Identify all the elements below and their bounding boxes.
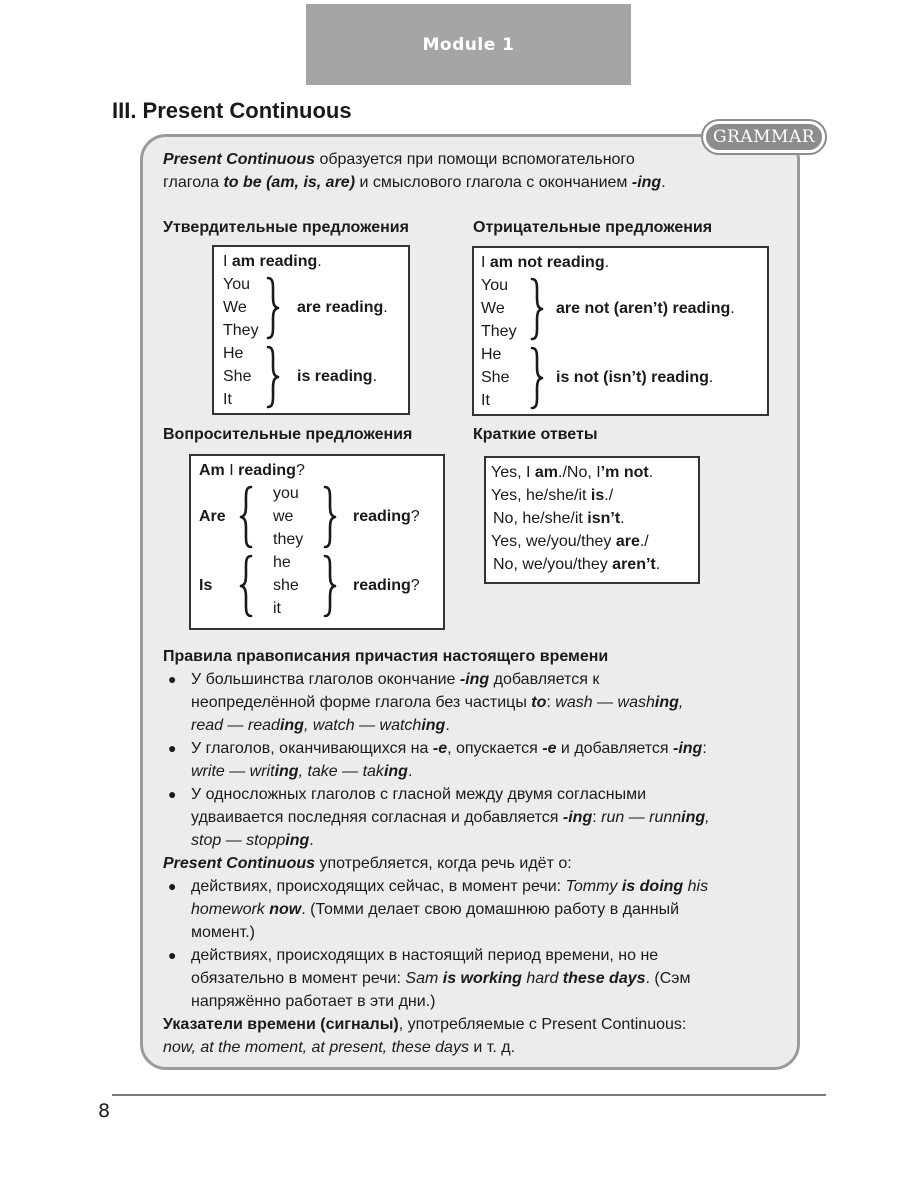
right-brace-icon xyxy=(266,345,280,409)
example: stop — stopp xyxy=(191,832,286,849)
dot: . xyxy=(730,300,735,317)
pronoun: she xyxy=(273,577,299,594)
spelling-rule-1-line-3 xyxy=(191,714,450,737)
short-answer-line xyxy=(491,461,653,484)
verb-form: are reading xyxy=(297,299,384,316)
text: употребляется, когда речь идёт о: xyxy=(315,855,572,872)
text: действиях, происходящих сейчас, в момент речи: xyxy=(191,878,566,895)
usage-1-line-3: момент.) xyxy=(191,924,255,941)
answer-text: ./No, I xyxy=(558,464,601,481)
term: Указатели времени (сигналы) xyxy=(163,1016,399,1033)
pronoun: They xyxy=(223,322,259,339)
usage-1-line-2 xyxy=(191,898,679,921)
verb-form: reading xyxy=(353,508,411,525)
ending: ing xyxy=(654,694,679,711)
question-mark: ? xyxy=(410,577,420,594)
dot: . xyxy=(317,253,322,270)
right-brace-icon xyxy=(530,277,544,341)
example: Sam xyxy=(405,970,443,987)
answer-verb: are xyxy=(615,533,640,550)
short-answer-line xyxy=(491,530,649,553)
negative-heading: Отрицательные предложения xyxy=(473,219,713,236)
answer-text: . xyxy=(655,556,661,573)
short-answers-table xyxy=(484,456,700,584)
example: now, at the moment, at present, these days xyxy=(163,1039,469,1056)
verb-form: is doing xyxy=(621,878,684,895)
auxiliary: Are xyxy=(199,508,226,525)
answer-verb: is xyxy=(590,487,605,504)
particle: to xyxy=(531,694,547,711)
text: . xyxy=(407,763,413,780)
pronoun: he xyxy=(273,554,291,571)
pronoun: we xyxy=(273,508,294,525)
pronoun: We xyxy=(481,300,505,317)
answer-verb: ’m not xyxy=(600,464,649,481)
right-brace-icon xyxy=(266,276,280,340)
markers-line-2 xyxy=(163,1036,515,1059)
pronoun: He xyxy=(223,345,244,362)
answer-text: ./ xyxy=(604,487,614,504)
intro-text: глагола xyxy=(163,174,224,191)
bullet-icon: ● xyxy=(168,671,177,687)
intro-text: образуется при помощи вспомогательного xyxy=(315,151,635,168)
answer-text: Yes, we/you/they xyxy=(491,533,616,550)
dot: . xyxy=(383,299,388,316)
pronoun: You xyxy=(223,276,250,293)
intro-aux: to be (am, is, are) xyxy=(223,174,356,191)
question-mark: ? xyxy=(295,462,305,479)
dot: . xyxy=(604,254,610,271)
pronoun: it xyxy=(273,600,281,617)
dot: . xyxy=(372,368,378,385)
negative-plural-verb xyxy=(556,297,735,320)
affirmative-heading: Утвердительные предложения xyxy=(163,219,409,236)
ending: ing xyxy=(383,763,408,780)
short-answer-line xyxy=(493,507,625,530)
right-brace-icon xyxy=(323,485,337,549)
pronoun: He xyxy=(481,346,502,363)
text: У глаголов, оканчивающихся на xyxy=(191,740,433,757)
markers-line-1 xyxy=(163,1013,686,1036)
pronoun: It xyxy=(223,391,232,408)
usage-2-line-3: напряжённо работает в эти дни.) xyxy=(191,993,436,1010)
pronoun: I xyxy=(229,462,234,479)
time-marker: these days xyxy=(562,970,646,987)
ending: -e xyxy=(542,740,557,757)
term: Present Continuous xyxy=(163,855,316,872)
bullet-icon: ● xyxy=(168,786,177,802)
pronoun: They xyxy=(481,323,517,340)
pronoun: We xyxy=(223,299,247,316)
verb-form: is reading xyxy=(297,368,373,385)
grammar-tag-label: GRAMMAR xyxy=(712,127,816,147)
text: , опускается xyxy=(447,740,543,757)
verb-form: is working xyxy=(442,970,522,987)
answer-text: . xyxy=(620,510,625,527)
pronoun: you xyxy=(273,485,299,502)
auxiliary: Is xyxy=(199,577,213,594)
text: . (Сэм xyxy=(645,970,691,987)
example: wash — wash xyxy=(555,694,655,711)
time-marker: now xyxy=(269,901,302,918)
answer-text: Yes, he/she/it xyxy=(491,487,591,504)
ending: ing xyxy=(285,832,310,849)
intro-line-2 xyxy=(163,171,666,194)
module-label: Module 1 xyxy=(422,34,515,55)
answer-verb: am xyxy=(534,464,559,481)
intro-text: и смыслового глагола с окончанием xyxy=(355,174,632,191)
text: : xyxy=(546,694,556,711)
negative-table xyxy=(472,246,769,416)
usage-1-line-1 xyxy=(191,875,708,898)
left-brace-icon xyxy=(239,485,253,549)
interrogative-plural-verb xyxy=(353,505,420,528)
module-header xyxy=(306,4,631,85)
ending: -e xyxy=(432,740,448,757)
answer-text: . xyxy=(648,464,654,481)
short-answer-line xyxy=(493,553,660,576)
left-brace-icon xyxy=(239,554,253,618)
pronoun: You xyxy=(481,277,508,294)
spelling-rule-2-line-2 xyxy=(191,760,412,783)
auxiliary: Am xyxy=(199,462,225,479)
interrogative-singular-verb xyxy=(353,574,420,597)
negative-singular-verb xyxy=(556,366,713,389)
text: : xyxy=(702,740,707,757)
verb-form: am reading xyxy=(231,253,318,270)
short-answers-heading: Краткие ответы xyxy=(473,426,598,443)
dot: . xyxy=(708,369,714,386)
pronoun: I xyxy=(481,254,486,271)
intro-ending: -ing xyxy=(631,174,662,191)
ending: -ing xyxy=(459,671,490,688)
text: , xyxy=(705,809,710,826)
ending: ing xyxy=(681,809,706,826)
ending: -ing xyxy=(673,740,703,757)
ending: ing xyxy=(274,763,299,780)
ending: ing xyxy=(421,717,446,734)
example: homework xyxy=(191,901,270,918)
example: his xyxy=(683,878,709,895)
interrogative-table xyxy=(189,454,445,630)
intro-term: Present Continuous xyxy=(163,151,316,168)
pronoun: She xyxy=(223,368,252,385)
answer-text: ./ xyxy=(639,533,649,550)
verb-form: are not (aren’t) reading xyxy=(556,300,731,317)
interrogative-first-row xyxy=(199,459,305,482)
usage-2-line-2 xyxy=(191,967,690,990)
question-mark: ? xyxy=(410,508,420,525)
page-number: 8 xyxy=(98,1100,111,1122)
spelling-rule-2-line-1 xyxy=(191,737,707,760)
spelling-rule-3-line-2 xyxy=(191,806,710,829)
example: read — read xyxy=(191,717,280,734)
interrogative-heading: Вопросительные предложения xyxy=(163,426,413,443)
example: , watch — watch xyxy=(303,717,422,734)
pronoun: I xyxy=(223,253,228,270)
text: обязательно в момент речи: xyxy=(191,970,406,987)
verb-form: am not reading xyxy=(489,254,605,271)
affirmative-first-row xyxy=(223,250,322,273)
text: добавляется к xyxy=(489,671,600,688)
answer-verb: isn’t xyxy=(587,510,621,527)
bullet-icon: ● xyxy=(168,947,177,963)
spelling-heading: Правила правописания причастия настоящего времени xyxy=(163,648,609,665)
verb-form: reading xyxy=(238,462,296,479)
answer-text: Yes, I xyxy=(491,464,535,481)
affirmative-table xyxy=(212,245,410,415)
example: write — writ xyxy=(191,763,275,780)
text: и т. д. xyxy=(468,1039,516,1056)
text: : xyxy=(592,809,602,826)
text: неопределённой форме глагола без частицы xyxy=(191,694,532,711)
ending: ing xyxy=(279,717,304,734)
ending: -ing xyxy=(562,809,593,826)
spelling-rule-1-line-2 xyxy=(191,691,683,714)
pronoun: It xyxy=(481,392,490,409)
text: , употребляемые с Present Continuous: xyxy=(398,1016,687,1033)
short-answer-line xyxy=(491,484,613,507)
example: run — runn xyxy=(601,809,682,826)
affirmative-plural-verb xyxy=(297,296,388,319)
verb-form: reading xyxy=(353,577,411,594)
negative-first-row xyxy=(481,251,609,274)
footer-divider xyxy=(112,1094,826,1096)
text: . xyxy=(309,832,314,849)
answer-verb: aren’t xyxy=(612,556,656,573)
example: hard xyxy=(521,970,563,987)
example: Tommy xyxy=(565,878,622,895)
usage-intro xyxy=(163,852,572,875)
example: , take — tak xyxy=(298,763,384,780)
text: . xyxy=(445,717,450,734)
answer-text: No, we/you/they xyxy=(493,556,613,573)
bullet-icon: ● xyxy=(168,878,177,894)
text: удваивается последняя согласная и добавляется xyxy=(191,809,563,826)
right-brace-icon xyxy=(323,554,337,618)
section-title: III. Present Continuous xyxy=(112,98,352,123)
pronoun: they xyxy=(273,531,304,548)
spelling-rule-1-line-1 xyxy=(191,668,599,691)
text: , xyxy=(678,694,684,711)
intro-text: . xyxy=(661,174,666,191)
pronoun: She xyxy=(481,369,510,386)
right-brace-icon xyxy=(530,346,544,410)
spelling-rule-3-line-3 xyxy=(191,829,314,852)
text: У большинства глаголов окончание xyxy=(191,671,460,688)
text: и добавляется xyxy=(556,740,673,757)
spelling-rule-3-line-1: У односложных глаголов с гласной между двумя согласными xyxy=(191,786,647,803)
bullet-icon: ● xyxy=(168,740,177,756)
answer-text: No, he/she/it xyxy=(493,510,588,527)
usage-2-line-1: действиях, происходящих в настоящий период времени, но не xyxy=(191,947,659,964)
affirmative-singular-verb xyxy=(297,365,377,388)
intro-line-1 xyxy=(163,148,635,171)
grammar-tag xyxy=(703,121,825,153)
verb-form: is not (isn’t) reading xyxy=(556,369,709,386)
text: . (Томми делает свою домашнюю работу в данный xyxy=(301,901,680,918)
